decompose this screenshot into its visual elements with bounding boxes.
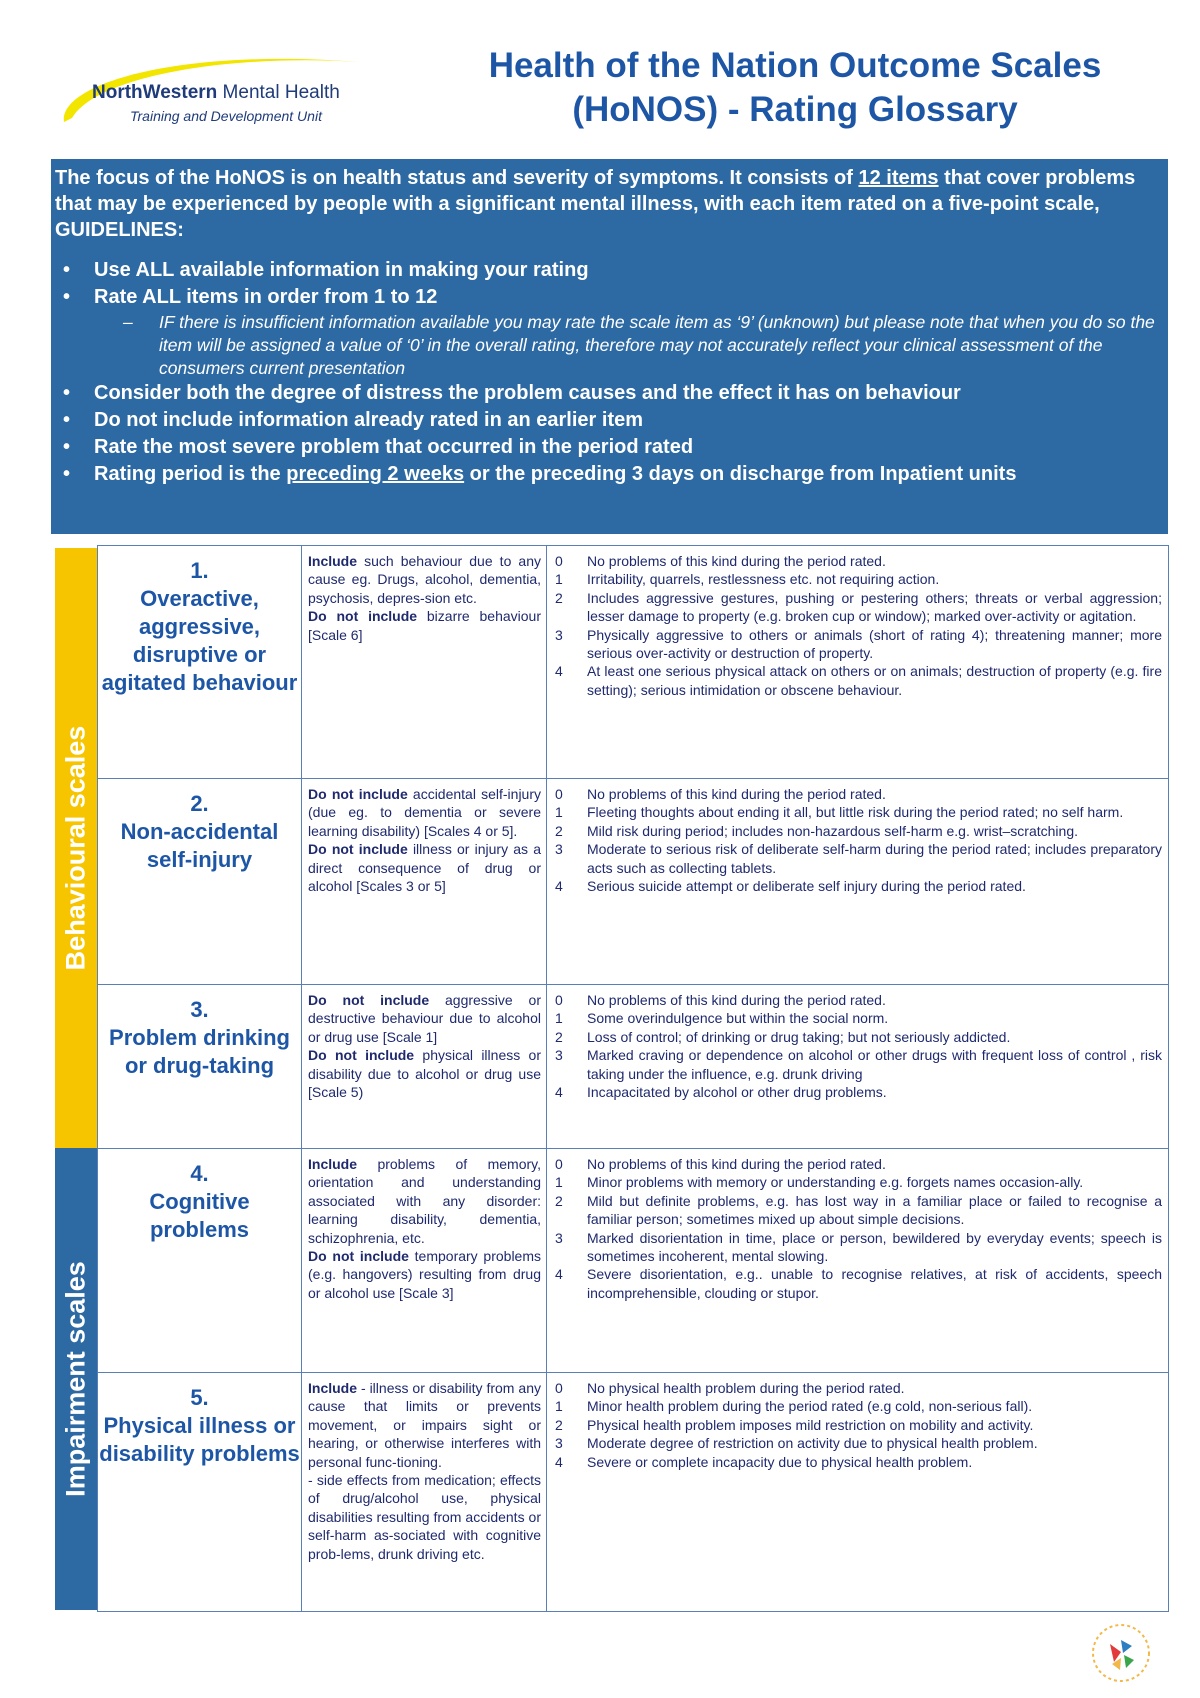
include-note: Do not include physical illness or disability due to alcohol or drug use [Scale 5): [308, 1047, 541, 1101]
rating-item: 1 Minor problems with memory or understanding e.g. forgets names occasion-ally.: [555, 1174, 1084, 1191]
include-note: Include problems of memory, orientation and understanding associated with any disorder: learning disability, dementia, schizophrenia, etc.: [308, 1156, 541, 1246]
scale-ratings-cell: [546, 1373, 1168, 1611]
bullet-icon: •: [63, 436, 71, 458]
rating-item: 3 Moderate to serious risk of deliberate self-harm during the period rated; includes preparatory acts such as collecting tablets.: [555, 841, 1162, 876]
scale-name-cell: [98, 779, 301, 984]
rating-item: 0 No problems of this kind during the period rated.: [555, 786, 886, 802]
bullet-icon: •: [63, 382, 71, 404]
bullet-icon: •: [63, 409, 71, 431]
guideline-subitem: – IF there is insufficient information available you may rate the scale item as ‘9’ (unknown) but please note that when you do so the item will be assigned a value of ‘0’ in the overall rating, therefore may not accurately reflect your clinical assessment of the consumers current presentation: [123, 312, 1155, 378]
scale-include-cell: [301, 1149, 546, 1372]
rating-item: 2 Includes aggressive gestures, pushing or pestering others; threats or verbal aggression; lesser damage to property (e.g. broken cup or window); marked over-activity or agitation.: [555, 589, 1162, 625]
rating-item: 4 Severe or complete incapacity due to physical health problem.: [555, 1453, 973, 1470]
rating-item: 0 No problems of this kind during the period rated.: [555, 1156, 886, 1172]
behavioural-scales-band: [55, 548, 97, 1148]
title-line-2: (HoNOS) - Rating Glossary: [572, 90, 1018, 129]
scale-row: [97, 778, 1169, 985]
scale-name: Physical illness or disability problems: [99, 1413, 300, 1466]
bullet-icon: •: [63, 463, 71, 485]
rating-item: 4 Serious suicide attempt or deliberate self injury during the period rated.: [555, 878, 1026, 895]
scale-name: Problem drinking or drug-taking: [109, 1025, 290, 1078]
scale-row: [97, 545, 1169, 779]
rating-item: 3 Physically aggressive to others or animals (short of rating 4); threatening manner; more serious over-activity or destruction of property.: [555, 626, 1162, 662]
guideline-item: • Consider both the degree of distress the problem causes and the effect it has on behaviour: [55, 380, 1160, 407]
scale-row: [97, 984, 1169, 1149]
include-note: Do not include illness or injury as a direct consequence of drug or alcohol [Scales 3 or 5]: [308, 841, 542, 895]
include-note: Include - illness or disability from any cause that limits or prevents movement, or impairs sight or hearing, or otherwise interferes with personal func-tioning.: [308, 1380, 541, 1470]
rating-item: 1 Some overindulgence but within the social norm.: [555, 1010, 889, 1027]
scale-name: Non-accidental self-injury: [120, 819, 279, 872]
rating-item: 3 Moderate degree of restriction on activity due to physical health problem.: [555, 1435, 1038, 1452]
scale-name-cell: [98, 985, 301, 1148]
rating-item: 4 Severe disorientation, e.g.. unable to recognise relatives, at risk of accidents, speech incomprehensible, clouding or stupor.: [555, 1266, 1162, 1301]
scale-row: [97, 1372, 1169, 1612]
guidelines-box: [51, 159, 1168, 534]
scale-include-cell: [301, 1373, 546, 1611]
scale-ratings-cell: [546, 985, 1168, 1148]
rating-item: 2 Mild but definite problems, e.g. has lost way in a familiar place or failed to recognise a familiar person; sometimes mixed up about simple decisions.: [555, 1192, 1162, 1228]
rating-item: 2 Physical health problem imposes mild restriction on mobility and activity.: [555, 1416, 1034, 1433]
include-note: Include such behaviour due to any cause eg. Drugs, alcohol, dementia, psychosis, depres-sion etc.: [308, 553, 541, 606]
scale-ratings-cell: [546, 1149, 1168, 1372]
scale-row: [97, 1148, 1169, 1373]
scale-include-cell: [301, 546, 546, 778]
page-title: [430, 44, 1160, 132]
scale-number: 1.: [190, 558, 209, 583]
guideline-item: • Use ALL available information in making your rating: [55, 257, 1160, 284]
rating-item: 3 Marked disorientation in time, place or person, bewildered by everyday events; speech is sometimes incoherent, mental slowing.: [555, 1229, 1162, 1265]
include-note: Do not include accidental self-injury (due eg. to dementia or severe learning disability) [Scales 4 or 5].: [308, 786, 541, 839]
scale-include-cell: [301, 779, 546, 984]
guideline-item: • Rating period is the preceding 2 weeks or the preceding 3 days on discharge from Inpatient units: [55, 461, 1160, 488]
guideline-item: • Rate the most severe problem that occurred in the period rated: [55, 434, 1160, 461]
scale-include-cell: [301, 985, 546, 1148]
rating-item: 3 Marked craving or dependence on alcohol or other drugs with frequent loss of control , risk taking under the influence, e.g. drunk driving: [555, 1047, 1162, 1082]
guidelines-intro: The focus of the HoNOS is on health status and severity of symptoms. It consists of 12 items that cover problems that may be experienced by people with a significant mental illness, with each item rated on a five-point scale, GUIDELINES:: [55, 167, 1136, 241]
guideline-item: • Do not include information already rated in an earlier item: [55, 407, 1160, 434]
rating-item: 4 At least one serious physical attack on others or on animals; destruction of property (e.g. fire setting); serious intimidation or obscene behaviour.: [555, 663, 1162, 698]
bullet-icon: •: [63, 286, 71, 308]
rating-item: 0 No physical health problem during the period rated.: [555, 1380, 905, 1396]
include-note: Do not include aggressive or destructive behaviour due to alcohol or drug use [Scale 1]: [308, 992, 541, 1045]
rating-item: 0 No problems of this kind during the period rated.: [555, 553, 886, 569]
include-note: - side effects from medication; effects of drug/alcohol use, physical disabilities resulting from accidents or self-harm as-sociated with cognitive prob-lems, drunk driving etc.: [308, 1472, 541, 1562]
guidelines-list: [55, 257, 1160, 488]
rating-item: 2 Loss of control; of drinking or drug taking; but not seriously addicted.: [555, 1028, 1011, 1045]
include-note: Do not include bizarre behaviour [Scale 6]: [308, 608, 541, 643]
scale-name: Cognitive problems: [149, 1189, 250, 1242]
scale-name-cell: [98, 1373, 301, 1611]
scale-ratings-cell: [546, 779, 1168, 984]
scale-number: 2.: [190, 791, 209, 816]
rating-item: 0 No problems of this kind during the period rated.: [555, 992, 886, 1008]
organisation-logo: [58, 44, 398, 134]
impairment-scales-label: Impairment scales: [60, 1261, 91, 1497]
scale-number: 4.: [190, 1161, 209, 1186]
rating-item: 1 Minor health problem during the period rated (e.g cold, non-serious fall).: [555, 1398, 1033, 1415]
impairment-scales-band: [55, 1148, 97, 1610]
rating-item: 1 Fleeting thoughts about ending it all, but little risk during the period rated; no self harm.: [555, 804, 1124, 821]
scale-number: 3.: [190, 997, 209, 1022]
scale-ratings-cell: [546, 546, 1168, 778]
behavioural-scales-label: Behavioural scales: [60, 725, 91, 971]
bullet-icon: •: [63, 259, 71, 281]
scale-number: 5.: [190, 1385, 209, 1410]
recovery-logo-icon: [1090, 1622, 1152, 1684]
rating-item: 4 Incapacitated by alcohol or other drug problems.: [555, 1084, 887, 1101]
logo-name: NorthWestern Mental Health: [92, 82, 340, 103]
rating-item: 2 Mild risk during period; includes non-hazardous self-harm e.g. wrist–scratching.: [555, 822, 1078, 839]
guideline-item: • Rate ALL items in order from 1 to 12: [55, 284, 1160, 311]
dash-icon: –: [123, 312, 133, 332]
include-note: Do not include temporary problems (e.g. hangovers) resulting from drug or alcohol use [Scale 3]: [308, 1248, 541, 1301]
title-line-1: Health of the Nation Outcome Scales: [488, 46, 1102, 85]
scale-name-cell: [98, 546, 301, 778]
scale-name: Overactive, aggressive, disruptive or agitated behaviour: [101, 586, 298, 695]
rating-item: 1 Irritability, quarrels, restlessness etc. not requiring action.: [555, 571, 940, 588]
scale-name-cell: [98, 1149, 301, 1372]
logo-subtitle: Training and Development Unit: [130, 108, 322, 124]
